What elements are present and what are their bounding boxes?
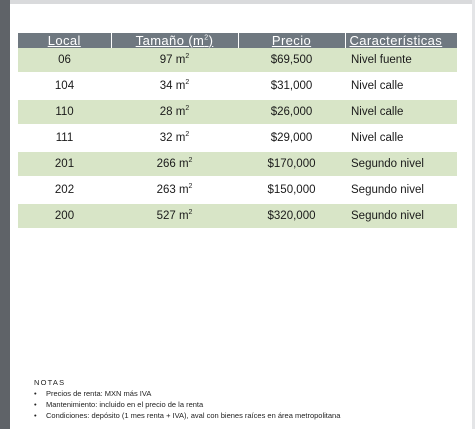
cell-size-sup: 2 bbox=[185, 53, 190, 61]
cell-price: $69,500 bbox=[238, 48, 345, 72]
note-item bbox=[34, 410, 340, 421]
cell-size-value: 266 m bbox=[156, 158, 189, 170]
table-row bbox=[18, 204, 457, 228]
cell-local: 200 bbox=[18, 204, 111, 228]
header-features: Características bbox=[345, 33, 457, 48]
bullet-icon: • bbox=[34, 400, 37, 409]
header-size bbox=[111, 33, 238, 48]
cell-size bbox=[111, 100, 238, 124]
table-row bbox=[18, 126, 457, 150]
cell-price: $26,000 bbox=[238, 100, 345, 124]
cell-price: $320,000 bbox=[238, 204, 345, 228]
cell-size bbox=[111, 48, 238, 72]
cell-size-value: 263 m bbox=[156, 184, 189, 196]
header-size-sup: 2 bbox=[204, 34, 209, 42]
notes-list bbox=[34, 388, 340, 421]
header-size-text: Tamaño (m bbox=[135, 33, 205, 48]
cell-local: 104 bbox=[18, 74, 111, 98]
note-text: Condiciones: depósito (1 mes renta + IVA), aval con bienes raíces en área metropolitana bbox=[46, 411, 341, 420]
cell-features: Segundo nivel bbox=[345, 204, 457, 228]
cell-features: Nivel fuente bbox=[345, 48, 457, 72]
cell-local: 201 bbox=[18, 152, 111, 176]
cell-local: 202 bbox=[18, 178, 111, 202]
cell-price: $31,000 bbox=[238, 74, 345, 98]
bullet-icon: • bbox=[34, 411, 37, 420]
header-local: Local bbox=[18, 33, 111, 48]
cell-features: Nivel calle bbox=[345, 74, 457, 98]
cell-size-sup: 2 bbox=[188, 183, 193, 191]
note-item bbox=[34, 399, 340, 410]
note-text: Mantenimiento: incluido en el precio de la renta bbox=[46, 400, 204, 409]
table-row bbox=[18, 48, 457, 72]
cell-size-value: 34 m bbox=[159, 80, 186, 92]
cell-size-sup: 2 bbox=[188, 209, 193, 217]
cell-features: Segundo nivel bbox=[345, 178, 457, 202]
table-row bbox=[18, 100, 457, 124]
cell-size-value: 32 m bbox=[159, 132, 186, 144]
table-header-row bbox=[18, 33, 457, 48]
header-size-close: ) bbox=[208, 33, 214, 48]
cell-size-sup: 2 bbox=[185, 131, 190, 139]
note-text: Precios de renta: MXN más IVA bbox=[46, 389, 152, 398]
note-item bbox=[34, 388, 340, 399]
cell-size-value: 28 m bbox=[159, 106, 186, 118]
bullet-icon: • bbox=[34, 389, 37, 398]
notes-section bbox=[34, 377, 340, 421]
cell-size bbox=[111, 126, 238, 150]
cell-size bbox=[111, 152, 238, 176]
cell-price: $170,000 bbox=[238, 152, 345, 176]
table-body bbox=[18, 48, 457, 228]
cell-size-sup: 2 bbox=[188, 157, 193, 165]
table-row bbox=[18, 178, 457, 202]
cell-size-value: 527 m bbox=[156, 210, 189, 222]
cell-size bbox=[111, 74, 238, 98]
cell-features: Nivel calle bbox=[345, 100, 457, 124]
cell-local: 110 bbox=[18, 100, 111, 124]
cell-local: 111 bbox=[18, 126, 111, 150]
cell-size-sup: 2 bbox=[185, 105, 190, 113]
cell-local: 06 bbox=[18, 48, 111, 72]
notes-title: NOTAS bbox=[34, 378, 66, 387]
cell-price: $150,000 bbox=[238, 178, 345, 202]
rental-table bbox=[18, 33, 457, 228]
table-row bbox=[18, 74, 457, 98]
cell-size-value: 97 m bbox=[159, 54, 186, 66]
header-price: Precio bbox=[238, 33, 345, 48]
top-strip bbox=[10, 0, 475, 4]
left-side-bar bbox=[0, 0, 10, 429]
cell-size bbox=[111, 178, 238, 202]
cell-size-sup: 2 bbox=[185, 79, 190, 87]
cell-size bbox=[111, 204, 238, 228]
cell-features: Segundo nivel bbox=[345, 152, 457, 176]
cell-features: Nivel calle bbox=[345, 126, 457, 150]
table-row bbox=[18, 152, 457, 176]
cell-price: $29,000 bbox=[238, 126, 345, 150]
